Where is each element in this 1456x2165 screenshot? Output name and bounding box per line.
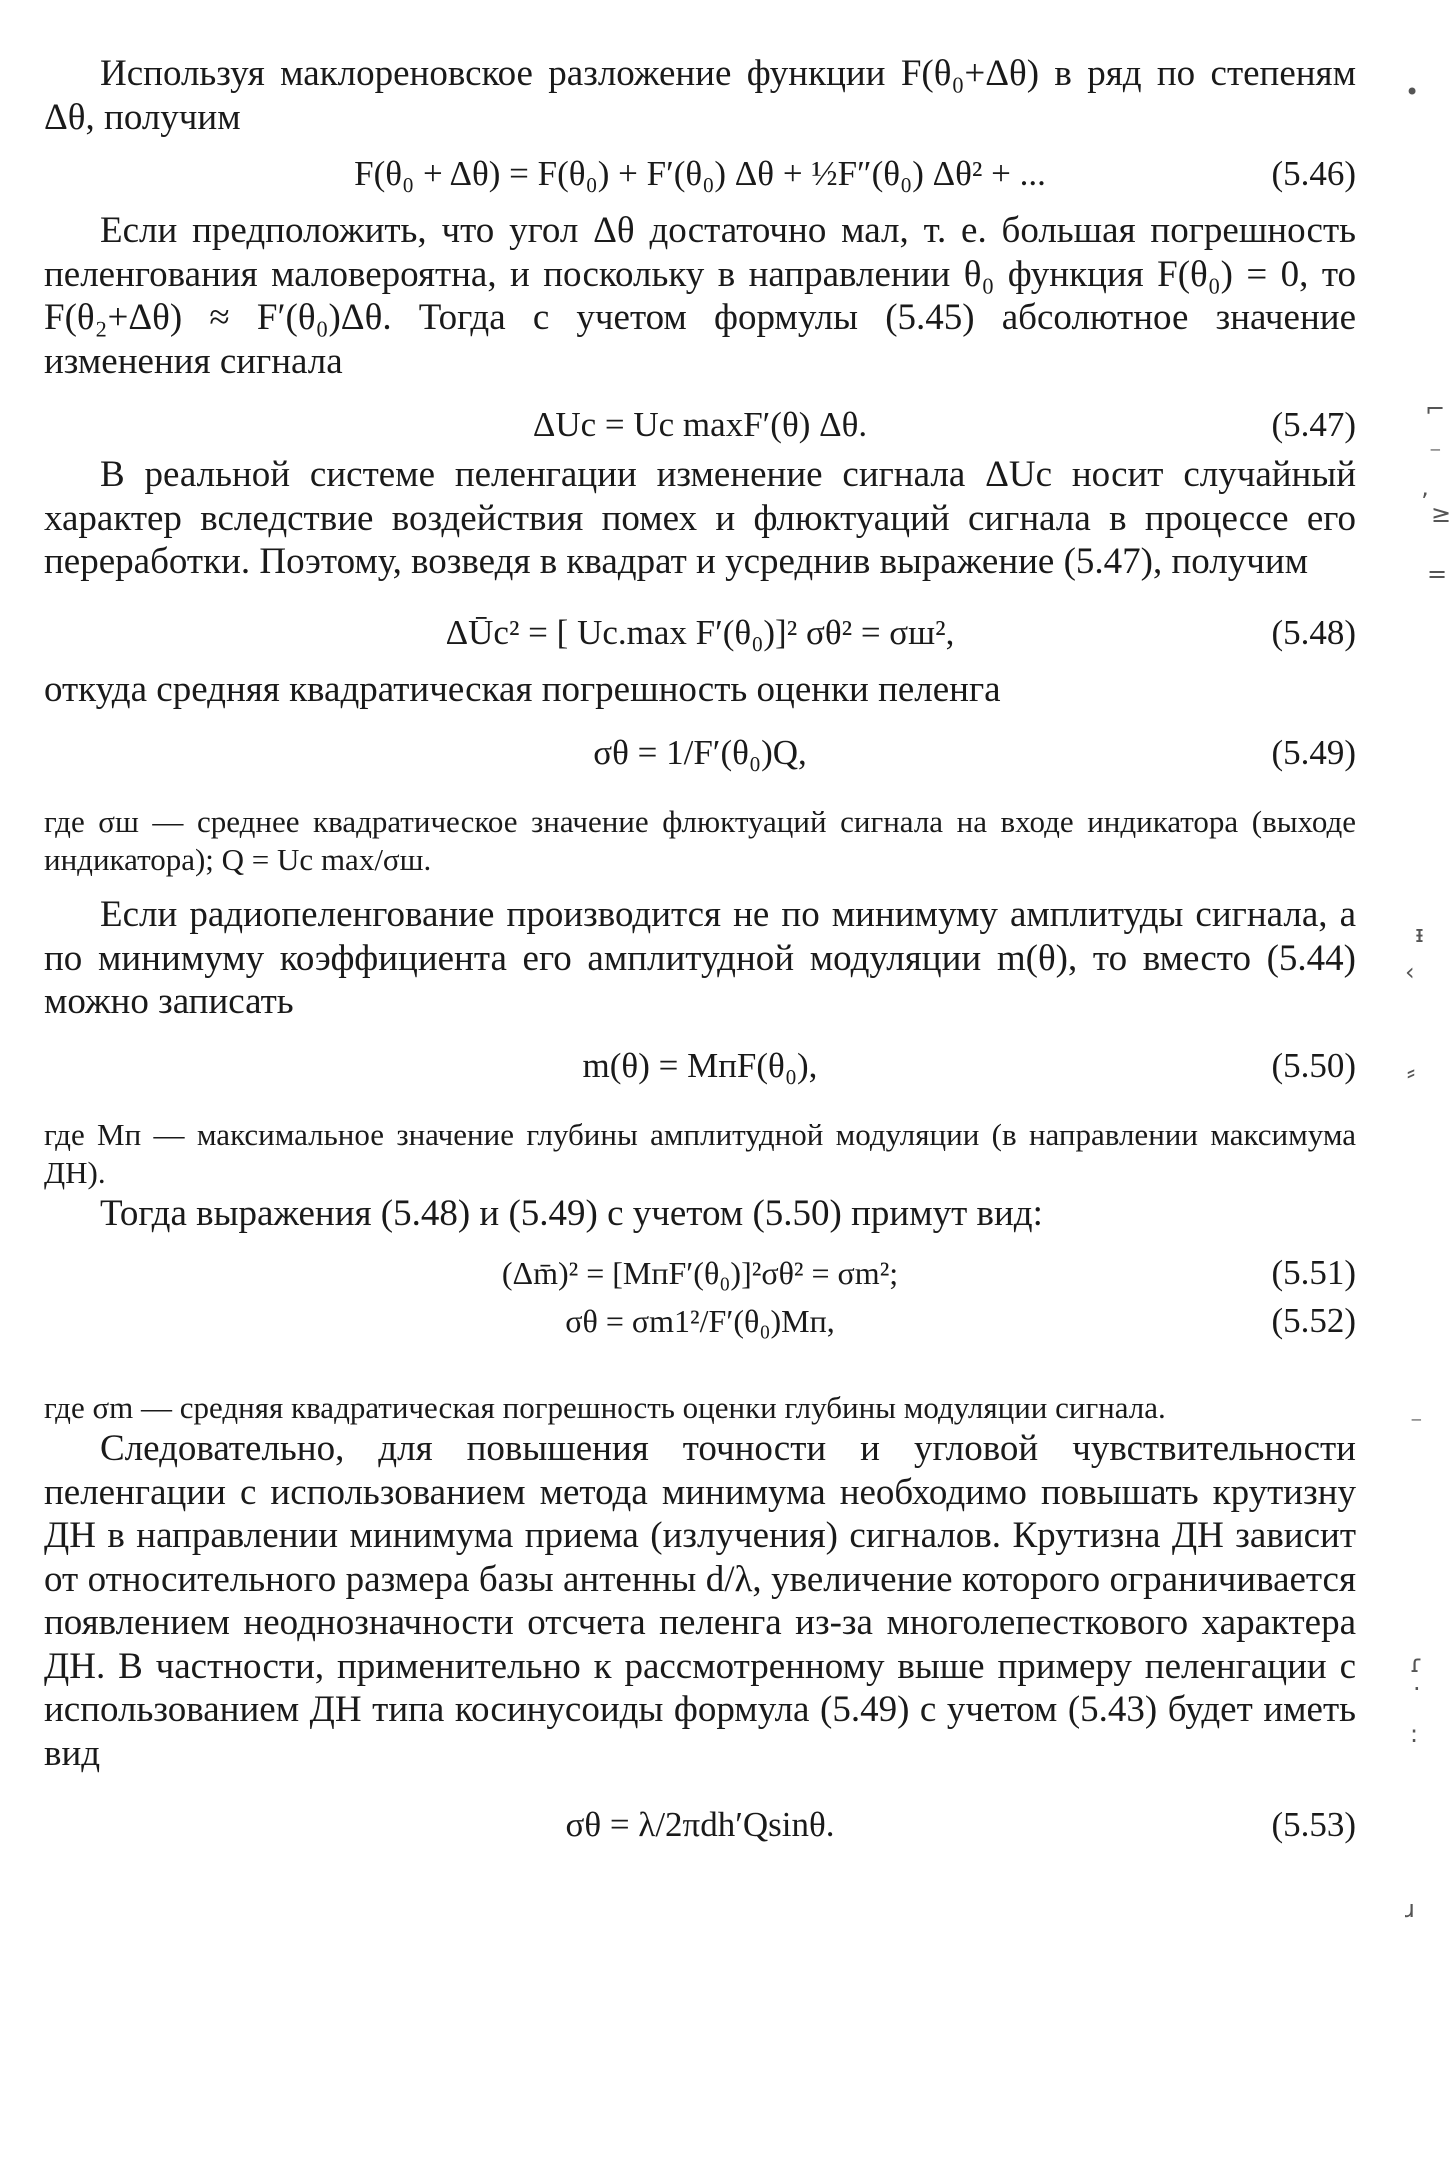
equation-5-47 (44, 397, 1356, 453)
equation-5-49 (44, 725, 1356, 781)
equation-5-46-formula: F(θ₀ + Δθ) = F(θ₀) + F′(θ₀) Δθ + ½F″(θ₀) Δθ² + ... (354, 154, 1046, 193)
equation-5-48-number: (5.48) (1271, 612, 1356, 652)
equation-5-52-formula: σθ = σm1²/F′(θ₀)Mп, (565, 1303, 835, 1339)
paragraph-bearing-error: откуда средняя квадратическая погрешность оценки пеленга (44, 668, 1001, 710)
equation-5-48 (44, 598, 1356, 668)
margin-mark: = (1427, 560, 1448, 588)
equation-5-49-number: (5.49) (1271, 733, 1356, 772)
equation-5-46 (44, 139, 1356, 209)
equation-5-53-number: (5.53) (1271, 1805, 1356, 1844)
margin-mark: ⁻ (1429, 440, 1442, 468)
margin-mark: ɹ (1405, 1895, 1415, 1923)
margin-mark: ɾ (1410, 1650, 1423, 1678)
equation-5-47-formula: ΔUс = Uс maxF′(θ) Δθ. (532, 405, 868, 444)
margin-mark: · (1413, 1675, 1421, 1703)
margin-mark: • (1405, 78, 1420, 106)
margin-mark: ᵻ (1415, 920, 1424, 948)
equation-5-50-formula: m(θ) = MпF(θ₀), (582, 1045, 818, 1085)
scan-margin-marks (1405, 0, 1456, 2165)
paragraph-real-system: В реальной системе пеленгации изменение сигнала ΔUс носит случайный характер вследствие воздействия помех и флюктуаций сигнала в процессе его переработки. Поэтому, возведя в квадрат и усреднив выражение (5.47), получим (44, 454, 1356, 582)
equation-5-46-number: (5.46) (1271, 154, 1356, 193)
equation-5-51-number: (5.51) (1271, 1253, 1356, 1292)
paragraph-conclusion: Следовательно, для повышения точности и угловой чувствительности пеленгации с использованием метода минимума необходимо повышать крутизну ДН в направлении минимума приема (излучения) сигналов. Крутизна ДН зависит от относительного размера базы антенны d/λ, увеличение которого ограничивается появлением неоднозначности отсчета пеленга из-за многолепесткового характера ДН. В частности, применительно к рассмотренному выше примеру пеленгации с использованием ДН типа косинусоиды формула (5.49) с учетом (5.43) будет иметь вид (44, 1428, 1356, 1774)
margin-mark: ⌐ (1425, 395, 1446, 423)
equation-5-53 (44, 1797, 1356, 1853)
equation-5-53-formula: σθ = λ/2πdh′Qsinθ. (565, 1805, 835, 1844)
margin-mark: ʼ (1421, 488, 1429, 516)
equation-5-48-formula: ΔŪс² = [ Uс.max F′(θ₀)]² σθ² = σш², (445, 612, 955, 652)
paragraph-small-angle: Если предположить, что угол Δθ достаточно мал, т. е. большая погрешность пеленгования маловероятна, и поскольку в направлении θ₀ функция F(θ₀) = 0, то F(θ₂+Δθ) ≈ F′(θ₀)Δθ. Тогда с учетом формулы (5.45) абсолютное значение изменения сигнала (44, 210, 1356, 382)
margin-mark: : (1410, 1720, 1419, 1748)
equation-5-52 (44, 1297, 1356, 1345)
paragraph-sigma-m-definition: где σm — средняя квадратическая погрешность оценки глубины модуляции сигнала. (44, 1390, 1166, 1425)
margin-mark: ⁻ (1410, 1410, 1423, 1438)
equation-5-50-number: (5.50) (1271, 1045, 1356, 1085)
equation-5-47-number: (5.47) (1271, 405, 1356, 444)
paragraph-sigma-definition: где σш — среднее квадратическое значение флюктуаций сигнала на входе индикатора (выходе индикатора); Q = Uс max/σш. (44, 804, 1356, 877)
equation-5-51-formula: (Δm̄)² = [MпF′(θ₀)]²σθ² = σm²; (501, 1255, 899, 1291)
paragraph-modulation-method: Если радиопеленгование производится не по минимуму амплитуды сигнала, а по минимуму коэффициента его амплитудной модуляции m(θ), то вместо (5.44) можно записать (44, 894, 1356, 1022)
equation-5-51 (44, 1249, 1356, 1297)
margin-mark: ‹ (1405, 958, 1415, 986)
paragraph-maclaurin-intro: Используя маклореновское разложение функции F(θ₀+Δθ) в ряд по степеням Δθ, получим (44, 53, 1356, 138)
paragraph-then-expressions: Тогда выражения (5.48) и (5.49) с учетом (5.50) примут вид: (100, 1192, 1043, 1234)
equation-5-50 (44, 1038, 1356, 1094)
paragraph-mp-definition: где Mп — максимальное значение глубины амплитудной модуляции (в направлении максимума ДН). (44, 1116, 1356, 1190)
equation-5-52-number: (5.52) (1271, 1301, 1356, 1340)
equation-5-49-formula: σθ = 1/F′(θ₀)Q, (593, 733, 807, 772)
margin-mark: ⸗ (1407, 1058, 1415, 1086)
margin-mark: ≥ (1431, 500, 1452, 528)
